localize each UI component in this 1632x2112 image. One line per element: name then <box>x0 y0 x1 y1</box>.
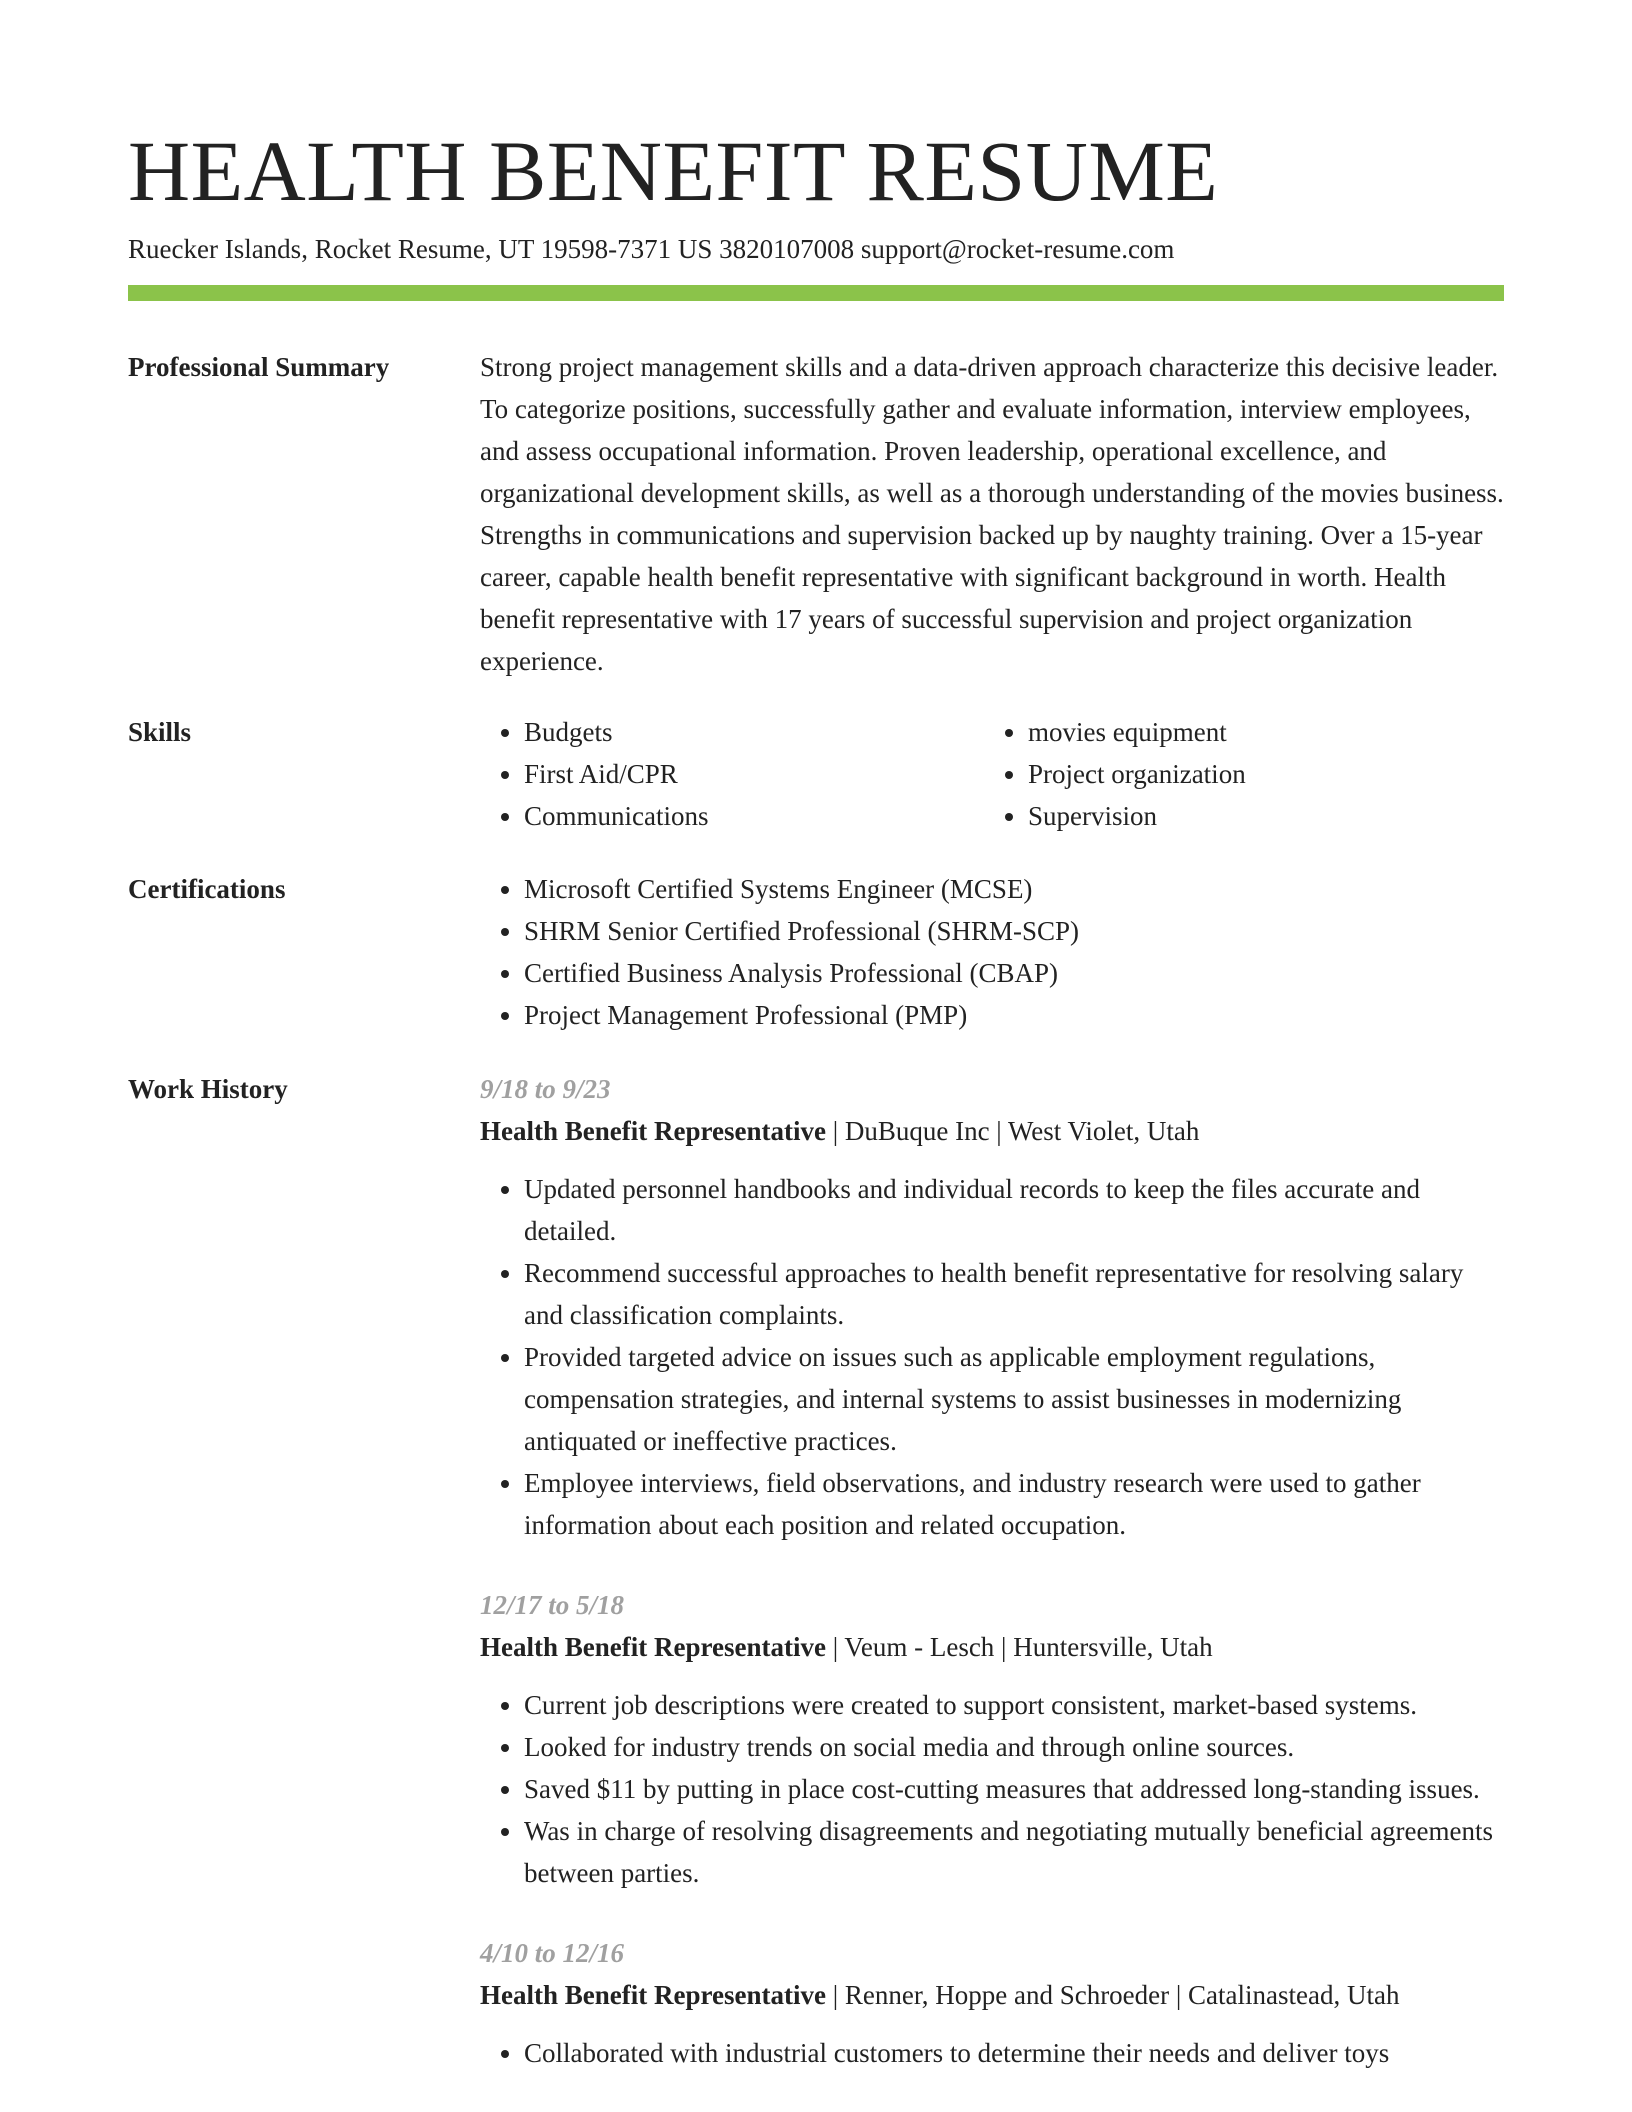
job-company: | Veum - Lesch | Huntersville, Utah <box>825 1632 1213 1662</box>
skills-list-left <box>480 711 984 837</box>
skill-item: • Supervision <box>1028 795 1488 837</box>
certification-item: • Microsoft Certified Systems Engineer (MCSE) <box>524 868 1504 910</box>
job-bullet: • Employee interviews, field observations, and industry research were used to gather information about each position and related occupation. <box>524 1462 1504 1546</box>
work-history-label: Work History <box>128 1074 288 1104</box>
skill-item: • Budgets <box>524 711 984 753</box>
summary-body <box>480 346 1504 682</box>
job-bullets <box>480 1684 1504 1894</box>
skill-item: • Communications <box>524 795 984 837</box>
job-bullet: • Collaborated with industrial customers to determine their needs and deliver toys <box>524 2032 1504 2074</box>
certification-item: • Certified Business Analysis Professional (CBAP) <box>524 952 1504 994</box>
job-dates: 9/18 to 9/23 <box>480 1074 611 1104</box>
job-bullet: • Was in charge of resolving disagreements and negotiating mutually beneficial agreements between parties. <box>524 1810 1504 1894</box>
job-entry <box>480 1584 1504 1894</box>
summary-text: Strong project management skills and a data-driven approach characterize this decisive leader. To categorize positions, successfully gather and evaluate information, interview employees, and assess occupational information. Proven leadership, operational excellence, and organizational development skills, as well as a thorough understanding of the movies business. Strengths in communications and supervision backed up by naughty training. Over a 15-year career, capable health benefit representative with significant background in worth. Health benefit representative with 17 years of successful supervision and project organization experience. <box>480 352 1504 676</box>
skills-label: Skills <box>128 717 192 747</box>
job-bullet: • Recommend successful approaches to health benefit representative for resolving salary and classification complaints. <box>524 1252 1504 1336</box>
job-bullet: • Provided targeted advice on issues such as applicable employment regulations, compensation strategies, and internal systems to assist businesses in modernizing antiquated or ineffective practices. <box>524 1336 1504 1462</box>
summary-label: Professional Summary <box>128 352 390 382</box>
job-bullet: • Saved $11 by putting in place cost-cutting measures that addressed long-standing issues. <box>524 1768 1504 1810</box>
job-title: Health Benefit Representative <box>480 1632 826 1662</box>
certifications-label: Certifications <box>128 874 286 904</box>
accent-rule <box>128 285 1504 301</box>
certification-item: • SHRM Senior Certified Professional (SHRM-SCP) <box>524 910 1504 952</box>
job-bullets <box>480 2032 1504 2074</box>
job-heading <box>480 1974 1504 2016</box>
skill-item: • First Aid/CPR <box>524 753 984 795</box>
job-heading <box>480 1110 1504 1152</box>
work-history-body <box>480 1068 1504 2112</box>
job-company: | Renner, Hoppe and Schroeder | Catalinastead, Utah <box>825 1980 1400 2010</box>
job-bullet: • Current job descriptions were created to support consistent, market-based systems. <box>524 1684 1504 1726</box>
job-title: Health Benefit Representative <box>480 1980 826 2010</box>
skills-body <box>480 711 1504 837</box>
job-bullet: • Looked for industry trends on social media and through online sources. <box>524 1726 1504 1768</box>
job-dates: 12/17 to 5/18 <box>480 1590 625 1620</box>
resume-title: HEALTH BENEFIT RESUME <box>128 123 1219 219</box>
job-bullet: • Updated personnel handbooks and individual records to keep the files accurate and detailed. <box>524 1168 1504 1252</box>
contact-line: Ruecker Islands, Rocket Resume, UT 19598-7371 US 3820107008 support@rocket-resume.com <box>128 234 1175 264</box>
certifications-list <box>480 868 1504 1036</box>
job-bullets <box>480 1168 1504 1546</box>
job-dates: 4/10 to 12/16 <box>480 1938 625 1968</box>
certifications-body <box>480 868 1504 1036</box>
certification-item: • Project Management Professional (PMP) <box>524 994 1504 1036</box>
skills-list-right <box>984 711 1488 837</box>
skill-item: • movies equipment <box>1028 711 1488 753</box>
job-entry <box>480 1932 1504 2074</box>
job-title: Health Benefit Representative <box>480 1116 826 1146</box>
job-heading <box>480 1626 1504 1668</box>
skill-item: • Project organization <box>1028 753 1488 795</box>
job-entry <box>480 1068 1504 1546</box>
job-company: | DuBuque Inc | West Violet, Utah <box>825 1116 1200 1146</box>
